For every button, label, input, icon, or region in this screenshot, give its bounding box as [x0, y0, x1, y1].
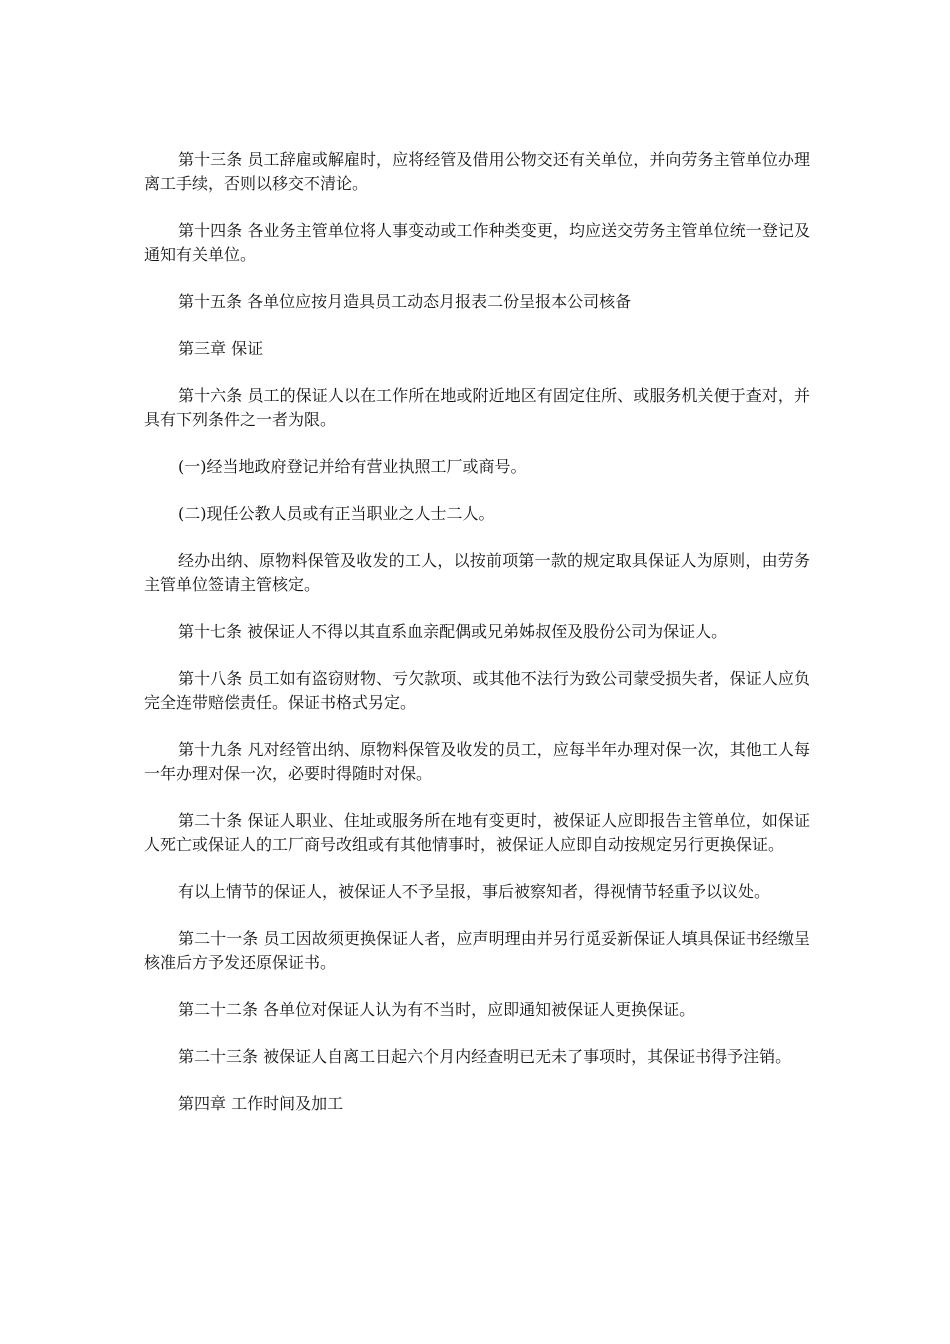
article-16-note: 经办出纳、原物料保管及收发的工人，以按前项第一款的规定取具保证人为原则，由劳务主管单位签请主管核定。 [144, 551, 810, 594]
article-20: 第二十条 保证人职业、住址或服务所在地有变更时，被保证人应即报告主管单位，如保证人死亡或保证人的工厂商号改组或有其他情事时，被保证人应即自动按规定另行更换保证。 [144, 811, 810, 854]
article-17: 第十七条 被保证人不得以其直系血亲配偶或兄弟姊叔侄及股份公司为保证人。 [178, 622, 728, 641]
document-body [144, 148, 810, 1139]
article-13: 第十三条 员工辞雇或解雇时，应将经管及借用公物交还有关单位，并向劳务主管单位办理离工手续，否则以移交不清论。 [144, 150, 810, 193]
chapter-3-heading: 第三章 保证 [178, 339, 264, 358]
article-16-item-1: (一)经当地政府登记并给有营业执照工厂或商号。 [178, 457, 527, 476]
article-21: 第二十一条 员工因故须更换保证人者，应声明理由并另行觅妥新保证人填具保证书经缴呈核准后方予发还原保证书。 [144, 929, 810, 972]
article-18: 第十八条 员工如有盗窃财物、亏欠款项、或其他不法行为致公司蒙受损失者，保证人应负完全连带赔偿责任。保证书格式另定。 [144, 669, 810, 712]
article-22: 第二十二条 各单位对保证人认为有不当时，应即通知被保证人更换保证。 [178, 1000, 696, 1019]
article-14: 第十四条 各业务主管单位将人事变动或工作种类变更，均应送交劳务主管单位统一登记及通知有关单位。 [144, 221, 810, 264]
article-15: 第十五条 各单位应按月造具员工动态月报表二份呈报本公司核备 [178, 292, 632, 311]
article-23: 第二十三条 被保证人自离工日起六个月内经查明已无未了事项时，其保证书得予注销。 [178, 1047, 792, 1066]
chapter-4-heading: 第四章 工作时间及加工 [178, 1094, 344, 1113]
article-20-note: 有以上情节的保证人，被保证人不予呈报，事后被察知者，得视情节轻重予以议处。 [178, 882, 771, 901]
article-19: 第十九条 凡对经管出纳、原物料保管及收发的员工，应每半年办理对保一次，其他工人每一年办理对保一次，必要时得随时对保。 [144, 740, 810, 783]
article-16-item-2: (二)现任公教人员或有正当职业之人士二人。 [178, 504, 495, 523]
article-16: 第十六条 员工的保证人以在工作所在地或附近地区有固定住所、或服务机关便于查对，并具有下列条件之一者为限。 [144, 386, 810, 429]
